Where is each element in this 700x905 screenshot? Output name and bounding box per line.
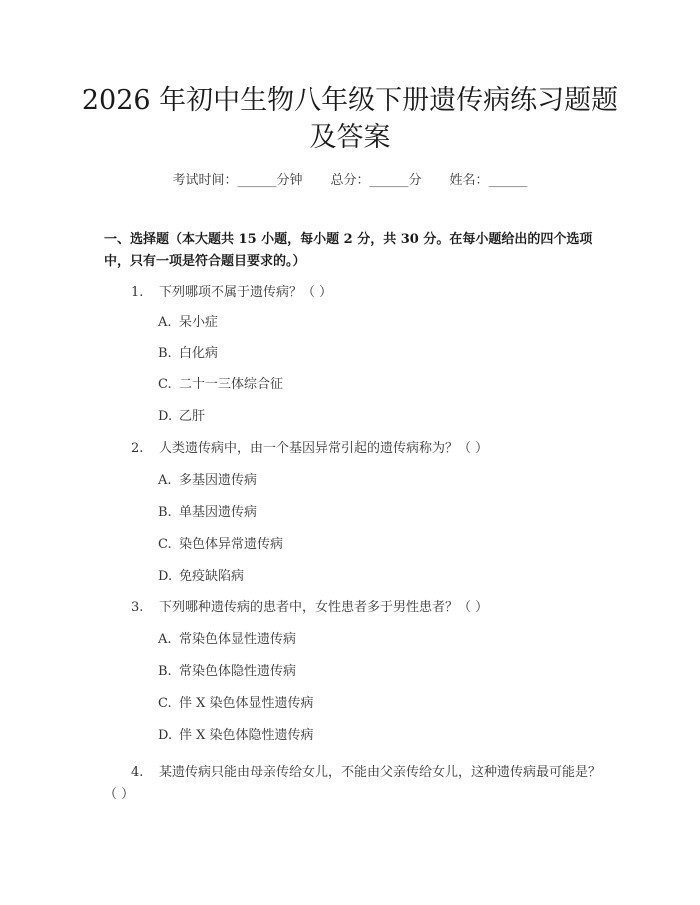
option-letter: C. [158, 377, 172, 392]
title-line-1: 2026 年初中生物八年级下册遗传病练习题题 [81, 85, 619, 116]
option-text: 常染色体隐性遗传病 [179, 664, 297, 679]
question-3 [131, 597, 488, 619]
question-number: 3. [131, 600, 144, 615]
question-number: 1. [131, 285, 144, 300]
question-text: 下列哪项不属于遗传病？（ ） [159, 285, 333, 300]
question-number: 4. [131, 765, 144, 780]
question-2-option-a [158, 471, 257, 491]
question-1-option-b [158, 344, 218, 364]
option-text: 白化病 [179, 346, 219, 361]
section-heading: 一、选择题（本大题共 15 小题，每小题 2 分，共 30 分。在每小题给出的四个选项中，只有一项是符合题目要求的。） [104, 232, 593, 269]
page-title [60, 82, 640, 156]
option-letter: C. [158, 696, 172, 711]
question-3-option-a [158, 630, 296, 650]
option-text: 呆小症 [179, 315, 219, 330]
exam-info [0, 169, 700, 188]
question-2 [131, 438, 488, 460]
option-text: 常染色体显性遗传病 [179, 632, 297, 647]
question-2-option-c [158, 535, 283, 555]
option-text: 二十一三体综合征 [179, 377, 284, 392]
option-text: 多基因遗传病 [179, 473, 258, 488]
option-letter: D. [158, 728, 173, 743]
option-letter: C. [158, 537, 172, 552]
question-1 [131, 282, 332, 304]
title-line-2: 及答案 [309, 122, 391, 153]
question-2-option-b [158, 503, 257, 523]
option-letter: B. [158, 664, 172, 679]
question-text: 下列哪种遗传病的患者中，女性患者多于男性患者？（ ） [159, 600, 489, 615]
option-text: 染色体异常遗传病 [179, 537, 284, 552]
option-letter: A. [158, 315, 172, 330]
question-1-option-d [158, 407, 205, 427]
option-letter: B. [158, 346, 172, 361]
question-1-option-c [158, 375, 283, 395]
question-text: 人类遗传病中，由一个基因异常引起的遗传病称为？（ ） [159, 441, 489, 456]
option-letter: D. [158, 569, 173, 584]
option-text: 单基因遗传病 [179, 505, 258, 520]
option-letter: A. [158, 632, 172, 647]
question-number: 2. [131, 441, 144, 456]
question-2-option-d [158, 567, 244, 587]
question-text: 某遗传病只能由母亲传给女儿，不能由父亲传给女儿，这种遗传病最可能是？（ ） [104, 765, 602, 802]
question-3-option-b [158, 662, 296, 682]
question-1-option-a [158, 313, 218, 333]
option-letter: A. [158, 473, 172, 488]
student-name-field: 姓名：______ [449, 173, 528, 188]
option-letter: D. [158, 409, 173, 424]
option-text: 免疫缺陷病 [179, 569, 245, 584]
option-text: 乙肝 [179, 409, 206, 424]
option-text: 伴 X 染色体显性遗传病 [179, 696, 314, 711]
question-4 [104, 762, 604, 806]
option-text: 伴 X 染色体隐性遗传病 [179, 728, 314, 743]
option-letter: B. [158, 505, 172, 520]
exam-time-field: 考试时间：______分钟 [172, 173, 303, 188]
question-3-option-d [158, 726, 314, 746]
question-3-option-c [158, 694, 314, 714]
total-score-field: 总分：______分 [330, 173, 422, 188]
